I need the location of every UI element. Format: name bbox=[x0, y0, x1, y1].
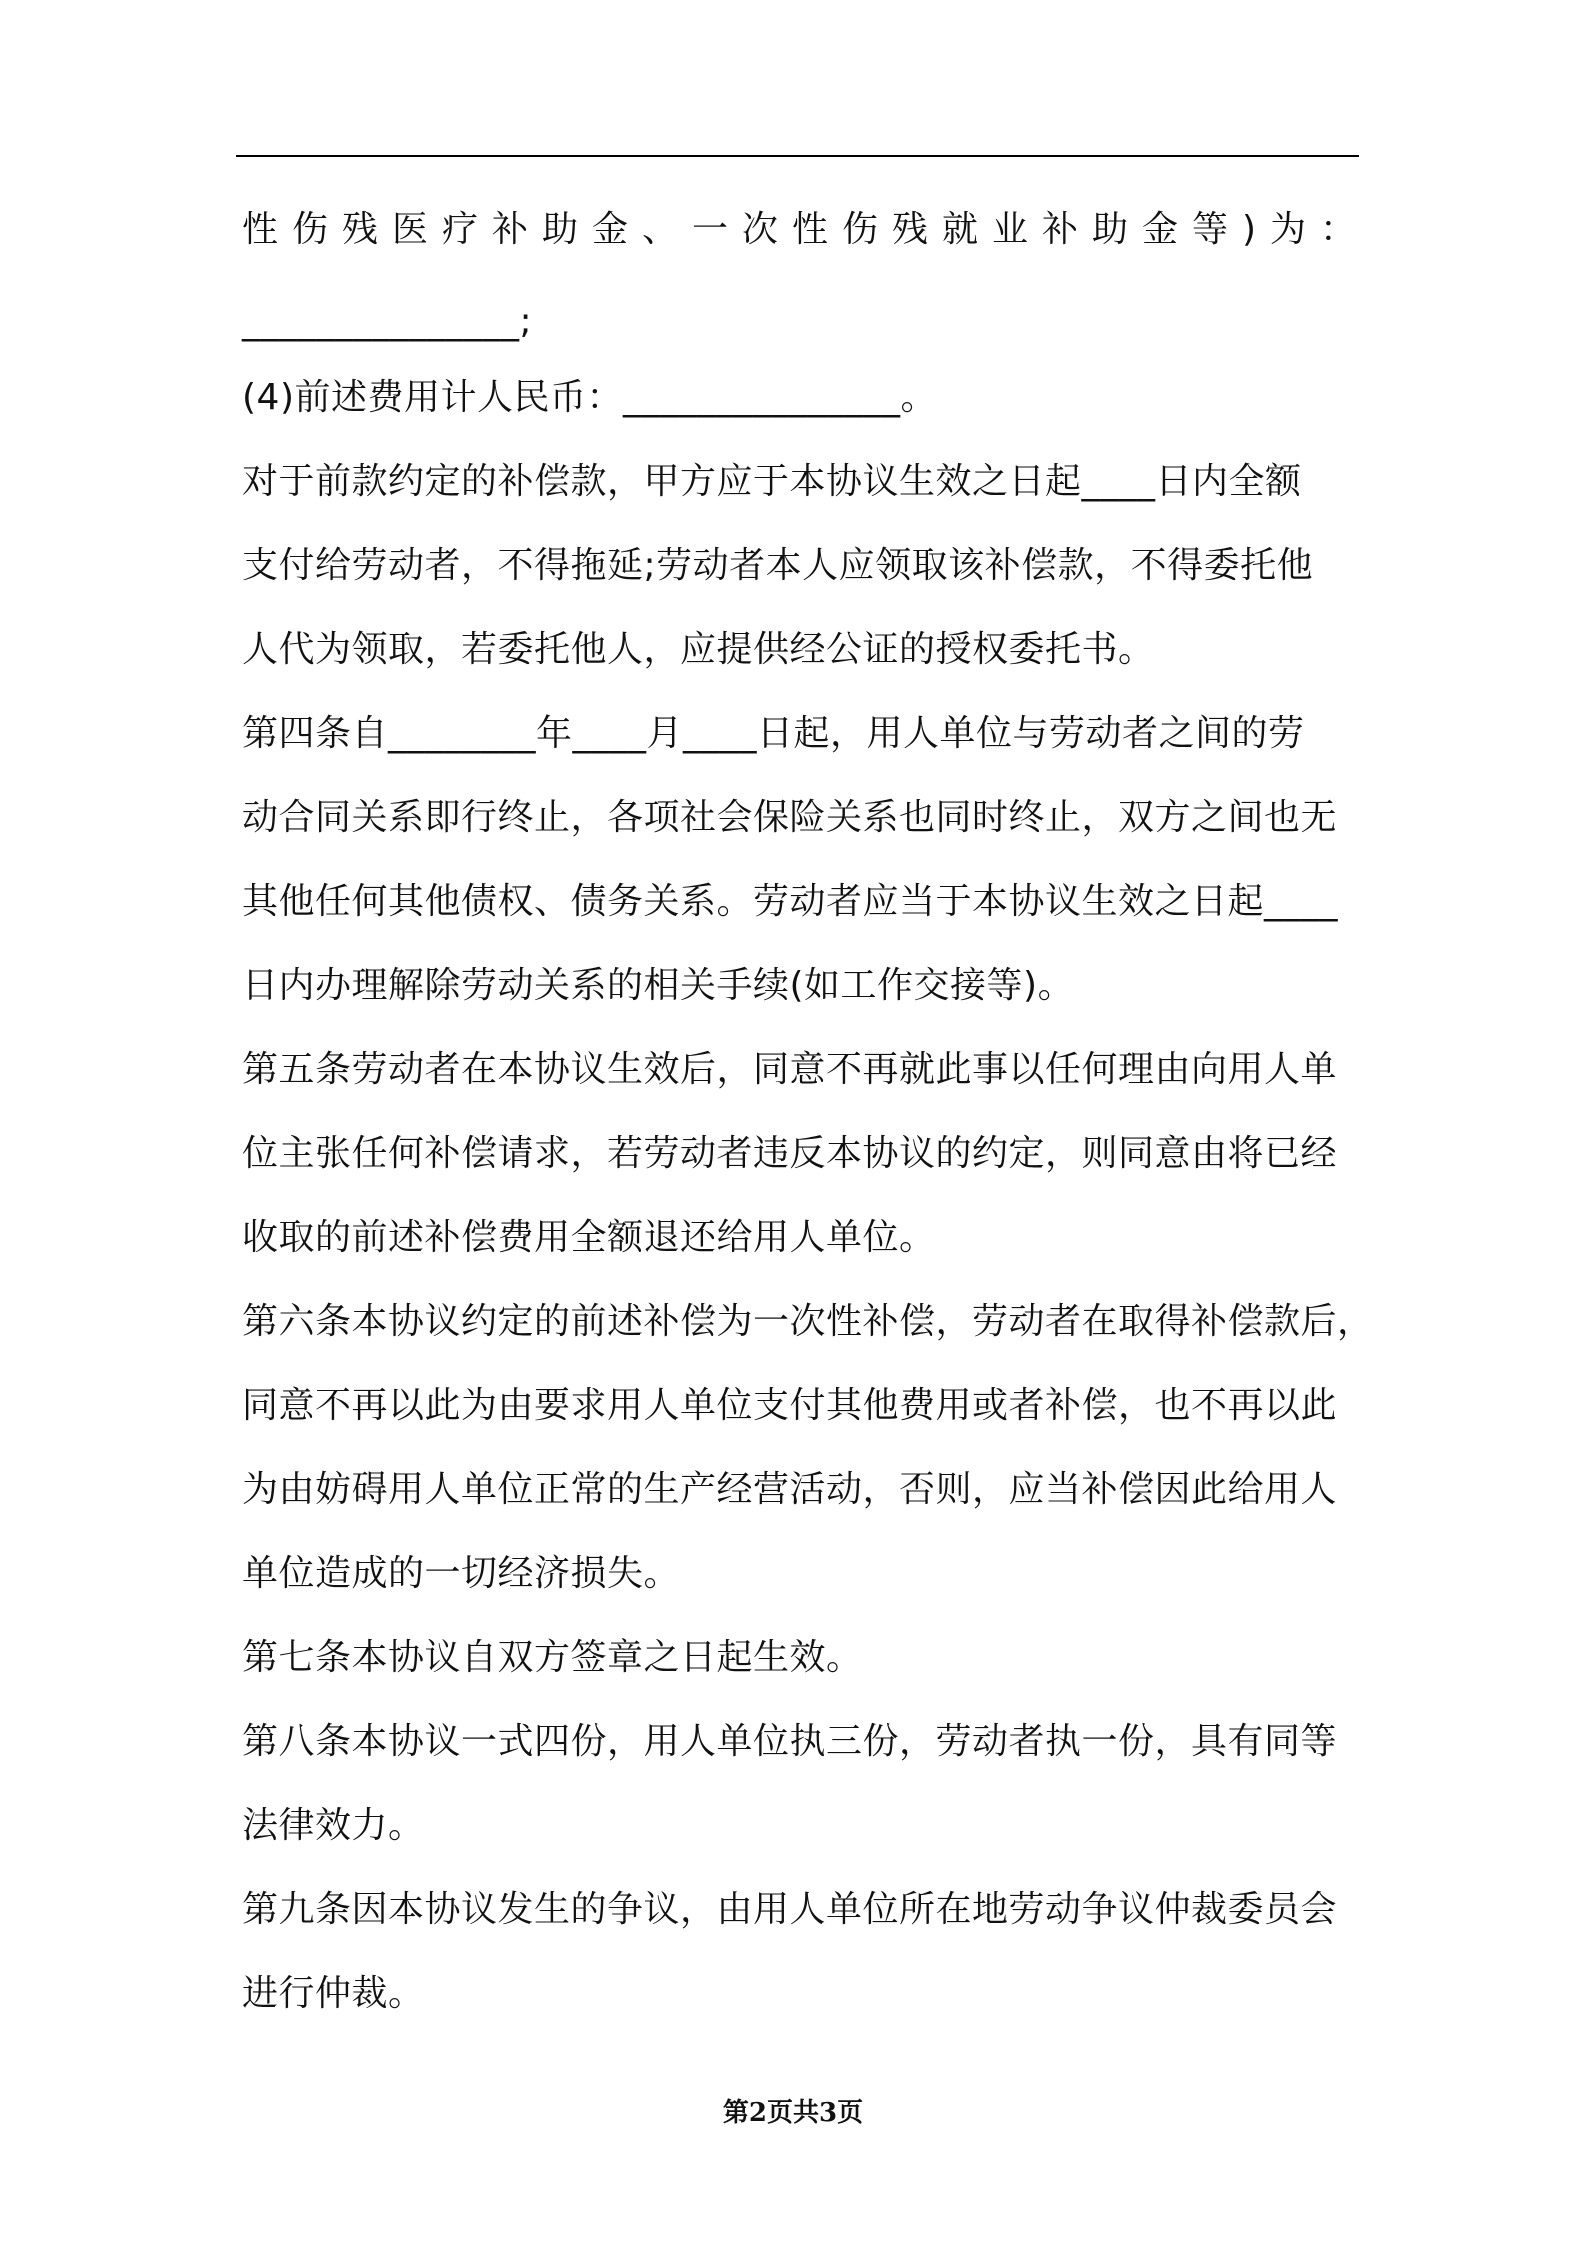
text-line: _______________; bbox=[242, 301, 533, 342]
header-rule bbox=[236, 155, 1359, 157]
text-line: 人代为领取，若委托他人，应提供经公证的授权委托书。 bbox=[242, 629, 1155, 670]
text-line: 单位造成的一切经济损失。 bbox=[242, 1553, 681, 1594]
text-line: 第四条自________年____月____日起，用人单位与劳动者之间的劳 bbox=[242, 713, 1305, 754]
text-line: 收取的前述补偿费用全额退还给用人单位。 bbox=[242, 1217, 936, 1258]
text-line: 支付给劳动者，不得拖延;劳动者本人应领取该补偿款，不得委托他 bbox=[242, 545, 1314, 586]
text-line: 动合同关系即行终止，各项社会保险关系也同时终止，双方之间也无 bbox=[242, 797, 1338, 838]
text-line: 第六条本协议约定的前述补偿为一次性补偿，劳动者在取得补偿款后， bbox=[242, 1301, 1374, 1342]
text-line: 同意不再以此为由要求用人单位支付其他费用或者补偿，也不再以此 bbox=[242, 1385, 1338, 1426]
page-number: 第2页共3页 bbox=[722, 2098, 864, 2128]
text-line: 其他任何其他债权、债务关系。劳动者应当于本协议生效之日起____ bbox=[242, 881, 1339, 922]
text-line: 日内办理解除劳动关系的相关手续(如工作交接等)。 bbox=[242, 965, 1075, 1006]
text-line: 对于前款约定的补偿款，甲方应于本协议生效之日起____日内全额 bbox=[242, 461, 1302, 502]
text-line: 第九条因本协议发生的争议，由用人单位所在地劳动争议仲裁委员会 bbox=[242, 1889, 1338, 1930]
text-line: 为由妨碍用人单位正常的生产经营活动，否则，应当补偿因此给用人 bbox=[242, 1469, 1338, 1510]
text-line: 第七条本协议自双方签章之日起生效。 bbox=[242, 1637, 863, 1678]
text-line: 法律效力。 bbox=[242, 1805, 425, 1846]
text-line: 性伤残医疗补助金、一次性伤残就业补助金等)为： bbox=[242, 209, 1371, 250]
text-line: 第八条本协议一式四份，用人单位执三份，劳动者执一份，具有同等 bbox=[242, 1721, 1338, 1762]
text-line: 位主张任何补偿请求，若劳动者违反本协议的约定，则同意由将已经 bbox=[242, 1133, 1338, 1174]
text-line: 进行仲裁。 bbox=[242, 1973, 425, 2014]
text-line: (4)前述费用计人民币：_______________。 bbox=[242, 377, 937, 418]
text-line: 第五条劳动者在本协议生效后，同意不再就此事以任何理由向用人单 bbox=[242, 1049, 1338, 1090]
